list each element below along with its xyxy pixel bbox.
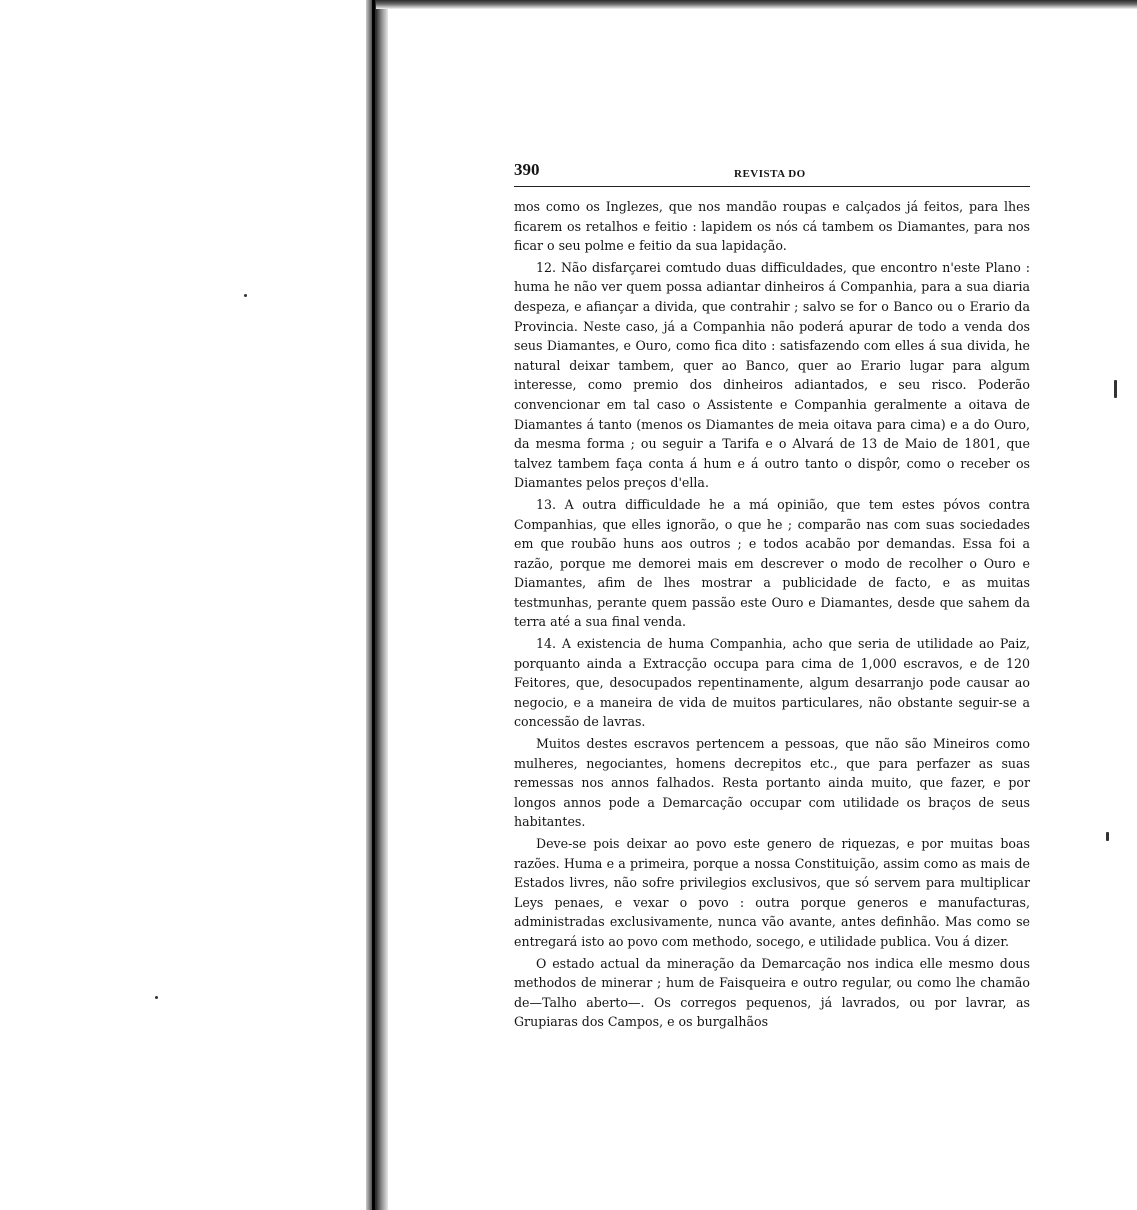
body-text [514,197,1030,1032]
paragraph-riquezas: Deve-se pois deixar ao povo este genero de riquezas, e por muitas boas razões. Huma e a primeira, porque a nossa Constituição, assim como as mais de Estados livres, não sofre privilegios exclusivos, que só servem para multiplicar Leys penaes, e vexar o povo : outra porque generos e manufacturas, administradas exclusivamente, nunca vão avante, antes definhão. Mas como se entregará isto ao povo com methodo, socego, e utilidade publica. Vou á dizer. [514,836,1030,949]
running-header [514,160,1030,182]
paragraph-14: 14. A existencia de huma Companhia, acho que seria de utilidade ao Paiz, porquanto ainda a Extracção occupa para cima de 1,000 escravos, e de 120 Feitores, que, desocupados repentinamente, algum desarranjo pode causar ao negocio, e a maneira de vida de muitos particulares, não obstante seguir-se a concessão de lavras. [514,636,1030,730]
paragraph-13: 13. A outra difficuldade he a má opinião, que tem estes póvos contra Companhias, que elles ignorão, o que he ; comparão nas com suas sociedades em que roubão huns aos outros ; e todos acabão por demandas. Essa foi a razão, porque me demorei mais em descrever o modo de recolher o Ouro e Diamantes, afim de lhes mostrar a publicidade de facto, e as muitas testmunhas, perante quem passão este Ouro e Diamantes, desde que sahem da terra até a sua final venda. [514,496,1030,630]
paragraph-mineracao: O estado actual da mineração da Demarcação nos indica elle mesmo dous methodos de minerar ; hum de Faisqueira e outro regular, ou como lhe chamão de—Talho aberto—. Os corregos pequenos, já lavrados, ou por lavrar, as Grupiaras dos Campos, e os burgalhãos [514,955,1030,1030]
scan-speck [1106,832,1109,841]
left-blank-margin [0,0,366,1210]
document-page [514,160,1030,1034]
running-title: REVISTA DO [734,168,806,180]
page-number: 390 [514,160,540,179]
scan-top-edge [376,0,1137,9]
paragraph-escravos: Muitos destes escravos pertencem a pessoas, que não são Mineiros como mulheres, negociantes, homens decrepitos etc., que para perfazer as suas remessas nos annos falhados. Resta portanto ainda muito, que fazer, e por longos annos pode a Demarcação occupar com utilidade os braços de seus habitantes. [514,736,1030,830]
scan-speck [155,996,158,999]
book-binding-edge [366,0,388,1210]
paragraph-continued: mos como os Inglezes, que nos mandão roupas e calçados já feitos, para lhes ficarem os retalhos e feitio : lapidem os nós cá tambem os Diamantes, para nos ficar o seu polme e feitio da sua lapidação. [514,199,1030,254]
scan-speck [244,294,247,297]
scan-speck [1114,380,1117,398]
paragraph-12: 12. Não disfarçarei comtudo duas difficuldades, que encontro n'este Plano : huma he não ver quem possa adiantar dinheiros á Companhia, para a sua diaria despeza, e afiançar a divida, que contrahir ; salvo se for o Banco ou o Erario da Provincia. Neste caso, já a Companhia não poderá apurar de todo a venda dos seus Diamantes, e Ouro, como fica dito : satisfazendo com elles á sua divida, he natural deixar tambem, quer ao Banco, quer ao Erario lugar para algum interesse, como premio dos dinheiros adiantados, e seu risco. Poderão convencionar em tal caso o Assistente e Companhia geralmente a oitava de Diamantes á tanto (menos os Diamantes de meia oitava para cima) e a do Ouro, da mesma forma ; ou seguir a Tarifa e o Alvará de 13 de Maio de 1801, que talvez tambem faça conta á hum e á outro tanto o dispôr, como o receber os Diamantes pelos preços d'ella. [514,259,1030,491]
header-rule [514,186,1030,187]
